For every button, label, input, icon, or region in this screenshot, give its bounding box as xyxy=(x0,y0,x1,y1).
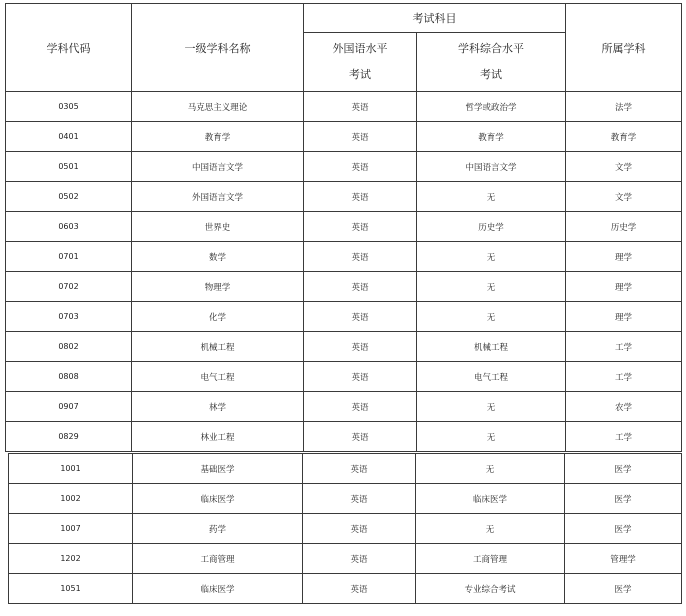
cell-foreign: 英语 xyxy=(304,182,417,212)
cell-integrated: 中国语言文学 xyxy=(417,152,566,182)
cell-foreign: 英语 xyxy=(304,152,417,182)
cell-code: 0808 xyxy=(6,362,132,392)
table-row xyxy=(6,362,682,392)
cell-name: 药学 xyxy=(133,514,303,544)
cell-code: 0305 xyxy=(6,92,132,122)
cell-code: 0829 xyxy=(6,422,132,452)
cell-integrated: 电气工程 xyxy=(417,362,566,392)
cell-name: 马克思主义理论 xyxy=(132,92,304,122)
cell-foreign: 英语 xyxy=(304,332,417,362)
cell-integrated: 无 xyxy=(417,272,566,302)
table-row xyxy=(9,574,682,604)
table-row xyxy=(6,242,682,272)
cell-foreign: 英语 xyxy=(304,122,417,152)
cell-integrated: 历史学 xyxy=(417,212,566,242)
table-row xyxy=(6,272,682,302)
header-name: 一级学科名称 xyxy=(132,4,304,92)
cell-category: 法学 xyxy=(566,92,682,122)
cell-code: 0401 xyxy=(6,122,132,152)
table-row xyxy=(6,122,682,152)
table-row xyxy=(6,302,682,332)
header-category: 所属学科 xyxy=(566,4,682,92)
cell-name: 物理学 xyxy=(132,272,304,302)
cell-code: 0703 xyxy=(6,302,132,332)
table-row xyxy=(6,152,682,182)
cell-name: 化学 xyxy=(132,302,304,332)
cell-name: 外国语言文学 xyxy=(132,182,304,212)
cell-name: 教育学 xyxy=(132,122,304,152)
cell-category: 文学 xyxy=(566,182,682,212)
cell-name: 工商管理 xyxy=(133,544,303,574)
cell-foreign: 英语 xyxy=(303,574,416,604)
subject-table xyxy=(5,3,682,452)
table-row xyxy=(6,422,682,452)
cell-code: 0501 xyxy=(6,152,132,182)
cell-code: 1002 xyxy=(9,484,133,514)
cell-code: 1202 xyxy=(9,544,133,574)
cell-integrated: 无 xyxy=(417,242,566,272)
cell-code: 1007 xyxy=(9,514,133,544)
cell-category: 医学 xyxy=(565,484,682,514)
cell-integrated: 专业综合考试 xyxy=(416,574,565,604)
cell-foreign: 英语 xyxy=(303,514,416,544)
cell-integrated: 无 xyxy=(416,514,565,544)
cell-category: 医学 xyxy=(565,454,682,484)
cell-name: 电气工程 xyxy=(132,362,304,392)
table-row xyxy=(9,454,682,484)
cell-foreign: 英语 xyxy=(304,92,417,122)
cell-name: 林业工程 xyxy=(132,422,304,452)
cell-code: 1001 xyxy=(9,454,133,484)
header-integrated-line2: 考试 xyxy=(480,68,502,81)
cell-category: 理学 xyxy=(566,242,682,272)
cell-name: 临床医学 xyxy=(133,484,303,514)
cell-category: 工学 xyxy=(566,422,682,452)
header-integrated xyxy=(417,33,566,92)
header-foreign-line2: 考试 xyxy=(349,68,371,81)
cell-code: 0802 xyxy=(6,332,132,362)
cell-category: 农学 xyxy=(566,392,682,422)
cell-foreign: 英语 xyxy=(304,422,417,452)
cell-category: 文学 xyxy=(566,152,682,182)
cell-category: 医学 xyxy=(565,514,682,544)
header-integrated-line1: 学科综合水平 xyxy=(458,42,524,55)
cell-category: 理学 xyxy=(566,302,682,332)
cell-category: 工学 xyxy=(566,362,682,392)
cell-code: 0603 xyxy=(6,212,132,242)
cell-integrated: 哲学或政治学 xyxy=(417,92,566,122)
cell-foreign: 英语 xyxy=(304,392,417,422)
table-row xyxy=(6,212,682,242)
subject-table-continued xyxy=(8,453,682,604)
cell-foreign: 英语 xyxy=(304,362,417,392)
cell-category: 教育学 xyxy=(566,122,682,152)
cell-name: 数学 xyxy=(132,242,304,272)
cell-name: 临床医学 xyxy=(133,574,303,604)
cell-foreign: 英语 xyxy=(304,302,417,332)
header-foreign-line1: 外国语水平 xyxy=(332,42,388,55)
cell-foreign: 英语 xyxy=(303,544,416,574)
header-foreign xyxy=(304,33,417,92)
table-row xyxy=(9,484,682,514)
cell-category: 医学 xyxy=(565,574,682,604)
cell-foreign: 英语 xyxy=(304,212,417,242)
cell-foreign: 英语 xyxy=(303,484,416,514)
cell-integrated: 无 xyxy=(416,454,565,484)
table-row xyxy=(9,514,682,544)
cell-code: 0701 xyxy=(6,242,132,272)
table-row xyxy=(6,332,682,362)
table-row xyxy=(6,92,682,122)
cell-category: 管理学 xyxy=(565,544,682,574)
cell-integrated: 教育学 xyxy=(417,122,566,152)
header-exam-group: 考试科目 xyxy=(304,4,566,33)
cell-integrated: 无 xyxy=(417,392,566,422)
cell-integrated: 无 xyxy=(417,422,566,452)
cell-category: 工学 xyxy=(566,332,682,362)
cell-name: 机械工程 xyxy=(132,332,304,362)
cell-integrated: 机械工程 xyxy=(417,332,566,362)
cell-code: 0702 xyxy=(6,272,132,302)
table-row xyxy=(6,182,682,212)
cell-foreign: 英语 xyxy=(304,272,417,302)
cell-name: 林学 xyxy=(132,392,304,422)
cell-name: 中国语言文学 xyxy=(132,152,304,182)
cell-name: 世界史 xyxy=(132,212,304,242)
cell-foreign: 英语 xyxy=(304,242,417,272)
cell-category: 理学 xyxy=(566,272,682,302)
cell-name: 基础医学 xyxy=(133,454,303,484)
cell-code: 0907 xyxy=(6,392,132,422)
cell-integrated: 临床医学 xyxy=(416,484,565,514)
cell-integrated: 工商管理 xyxy=(416,544,565,574)
header-code: 学科代码 xyxy=(6,4,132,92)
cell-integrated: 无 xyxy=(417,182,566,212)
cell-category: 历史学 xyxy=(566,212,682,242)
cell-foreign: 英语 xyxy=(303,454,416,484)
cell-integrated: 无 xyxy=(417,302,566,332)
cell-code: 1051 xyxy=(9,574,133,604)
cell-code: 0502 xyxy=(6,182,132,212)
table-row xyxy=(6,392,682,422)
table-row xyxy=(9,544,682,574)
